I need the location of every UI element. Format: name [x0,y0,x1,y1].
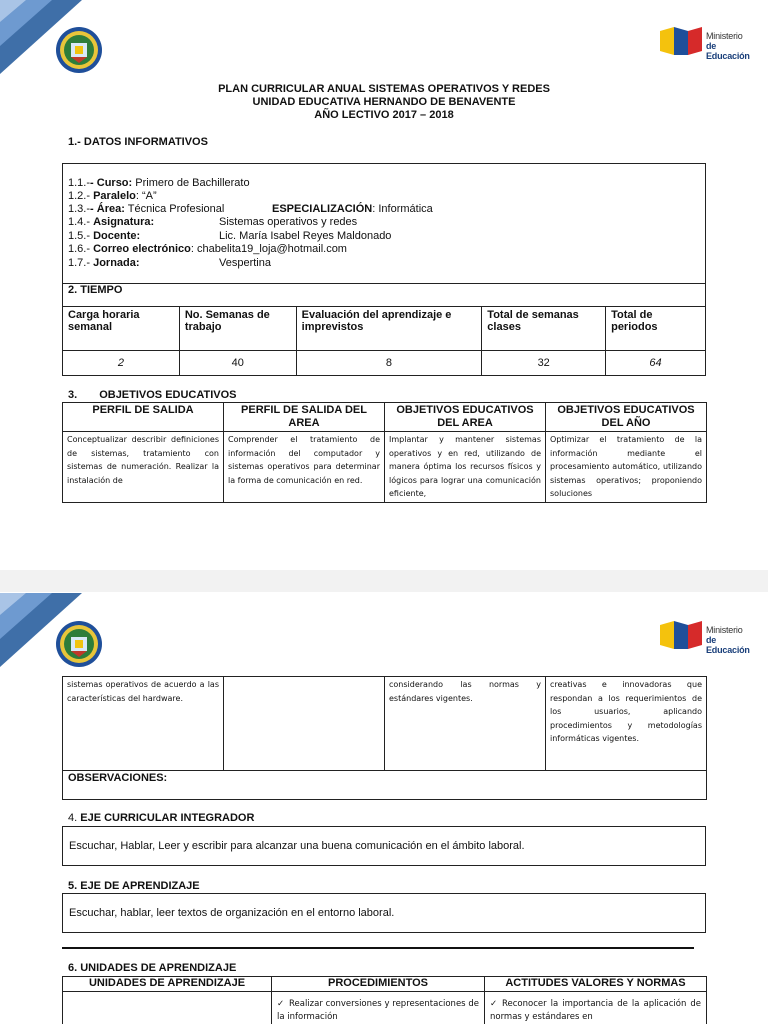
unidades-header-actitudes: ACTITUDES VALORES Y NORMAS [485,977,707,992]
tiempo-header-total-periodos: Total de periodos [606,307,706,351]
info-correo: 1.6.- Correo electrónico: chabelita19_loja@hotmail.com [68,243,347,255]
ministerio-logo: Ministerio de Educación [660,619,760,651]
info-docente: 1.5.- Docente: [68,230,141,242]
info-especializacion: ESPECIALIZACIÓN: Informática [272,203,433,215]
objetivos-header-obj-area: OBJETIVOS EDUCATIVOS DEL AREA [385,403,546,432]
objetivos-header-perfil-area: PERFIL DE SALIDA DEL AREA [224,403,385,432]
tiempo-value-total-semanas: 32 [482,351,606,376]
eje-integrador-heading: 4. EJE CURRICULAR INTEGRADOR [68,812,255,824]
objetivos-cell: considerando las normas y estándares vigentes. [385,677,546,771]
info-asignatura-value: Sistemas operativos y redes [219,216,358,228]
eje-integrador-text: Escuchar, Hablar, Leer y escribir para alcanzar una buena comunicación en el ámbito laboral. [69,840,525,852]
objetivos-cell: Conceptualizar describir definiciones de sistemas, tratamiento con sistemas de numeración. Realizar la instalación de [63,432,224,503]
page-separator [0,570,768,592]
objetivos-cell: sistemas operativos de acuerdo a las características del hardware. [63,677,224,771]
tiempo-header-evaluacion: Evaluación del aprendizaje e imprevistos [296,307,482,351]
eje-aprendizaje-box [62,893,706,933]
checkmark-icon: ✓ [490,999,498,1009]
tiempo-table [62,306,706,376]
objetivos-cell: Implantar y mantener sistemas operativos y en red, utilizando de manera óptima los recursos físicos y lógicos para lograr una comunicación eficiente, [385,432,546,503]
objetivos-cell [224,677,385,771]
info-jornada-value: Vespertina [219,257,271,269]
unidades-table [62,976,707,1024]
datos-heading: 1.- DATOS INFORMATIVOS [68,136,208,148]
info-docente-value: Lic. María Isabel Reyes Maldonado [219,230,392,242]
info-jornada: 1.7.- Jornada: [68,257,140,269]
eje-aprendizaje-heading: 5. EJE DE APRENDIZAJE [68,880,200,892]
eje-integrador-box [62,826,706,866]
ministerio-logo: Ministerio de Educación [660,25,760,57]
tiempo-header-semanas: No. Semanas de trabajo [179,307,296,351]
objetivos-header-perfil: PERFIL DE SALIDA [63,403,224,432]
unidades-cell: ✓ Realizar conversiones y representaciones de la información [272,992,485,1024]
checkmark-icon: ✓ [277,999,285,1009]
tiempo-value-carga: 2 [63,351,180,376]
objetivos-cell: Comprender el tratamiento de información del computador y sistemas operativos para determinar la forma de comunicación en red. [224,432,385,503]
observaciones-label: OBSERVACIONES: [63,771,707,800]
info-curso: 1.1.-- Curso: Primero de Bachillerato [68,177,250,189]
unidades-header-procedimientos: PROCEDIMIENTOS [272,977,485,992]
school-seal-icon [55,26,103,74]
unidades-header-unidades: UNIDADES DE APRENDIZAJE [63,977,272,992]
tiempo-heading-box [62,283,706,307]
objetivos-table [62,402,707,503]
unidades-cell [63,992,272,1024]
info-paralelo: 1.2.- Paralelo: “A” [68,190,157,202]
tiempo-value-total-periodos: 64 [606,351,706,376]
section-divider [62,947,694,949]
tiempo-heading: 2. TIEMPO [68,284,123,296]
school-seal-icon [55,620,103,668]
objetivos-table-continued [62,676,707,800]
unidades-heading: 6. UNIDADES DE APRENDIZAJE [68,962,237,974]
tiempo-header-total-semanas: Total de semanas clases [482,307,606,351]
tiempo-header-carga: Carga horaria semanal [63,307,180,351]
objetivos-heading: 3. OBJETIVOS EDUCATIVOS [68,389,237,401]
document-title: PLAN CURRICULAR ANUAL SISTEMAS OPERATIVOS Y REDES UNIDAD EDUCATIVA HERNANDO DE BENAVENTE AÑO LECTIVO 2017 – 2018 [218,83,550,121]
tiempo-value-evaluacion: 8 [296,351,482,376]
info-area: 1.3.-- Área: Técnica Profesional [68,203,225,215]
unidades-cell: ✓ Reconocer la importancia de la aplicación de normas y estándares en [485,992,707,1024]
objetivos-cell: Optimizar el tratamiento de la información mediante el procesamiento automático, utilizando sistemas operativos; proponiendo soluciones [546,432,707,503]
tiempo-value-semanas: 40 [179,351,296,376]
eje-aprendizaje-text: Escuchar, hablar, leer textos de organización en el entorno laboral. [69,907,395,919]
objetivos-cell: creativas e innovadoras que respondan a los requerimientos de los usuarios, aplicando procedimientos y metodologías informáticas vigentes. [546,677,707,771]
info-asignatura: 1.4.- Asignatura: [68,216,155,228]
objetivos-header-obj-anio: OBJETIVOS EDUCATIVOS DEL AÑO [546,403,707,432]
